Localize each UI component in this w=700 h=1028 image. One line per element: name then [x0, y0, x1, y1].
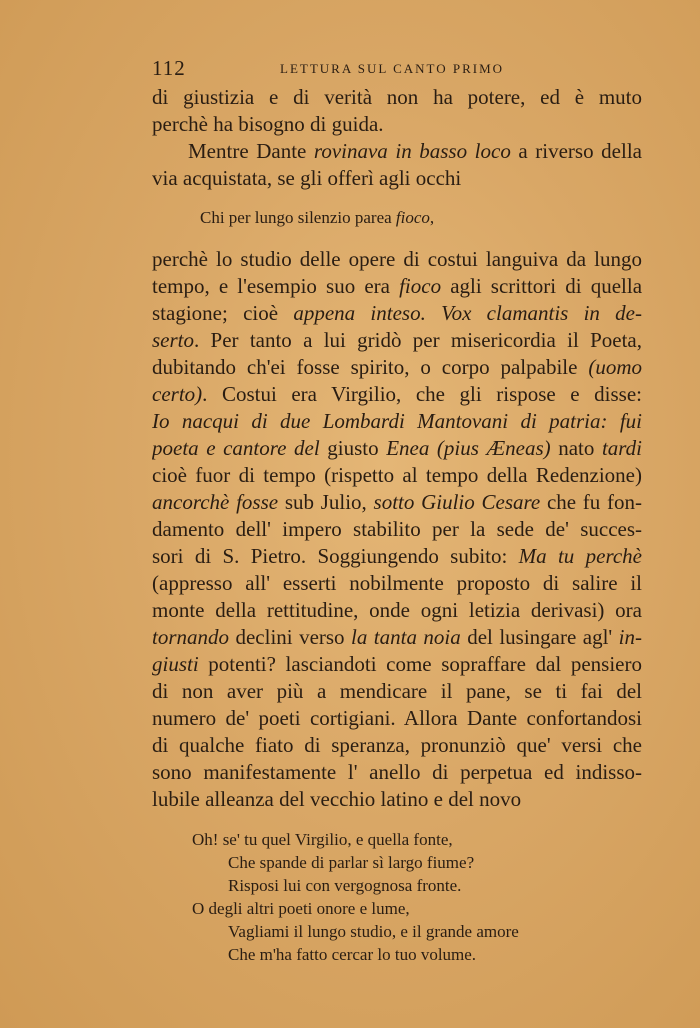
- italic-run: Ma tu perchè: [518, 544, 642, 568]
- text-line: [152, 327, 642, 354]
- page-number: 112: [152, 56, 186, 80]
- text-line: via acquistata, se gli offerì agli occhi: [152, 166, 462, 190]
- text-run: dubitando ch'ei fosse spirito, o corpo palpabile: [152, 355, 589, 379]
- paragraph-opening: [152, 84, 642, 192]
- text-run: Mentre Dante: [188, 139, 314, 163]
- page-header: [152, 56, 642, 82]
- text-line: perchè lo studio delle opere di costui languiva da lungo: [152, 247, 642, 271]
- text-line: [152, 273, 642, 300]
- poem-line: Oh! se' tu quel Virgilio, e quella fonte,: [192, 830, 453, 849]
- text-line: [152, 651, 642, 678]
- text-line: perchè ha bisogno di guida.: [152, 112, 384, 136]
- text-line: [152, 381, 642, 408]
- italic-run: la tanta noia: [351, 625, 461, 649]
- text-run: che fu fon-: [540, 490, 642, 514]
- text-run: nato: [550, 436, 602, 460]
- text-line: [152, 543, 642, 570]
- italic-run: tardi: [601, 436, 642, 460]
- text-run: ,: [429, 208, 435, 227]
- text-line: di giustizia e di verità non ha potere, ed è muto: [152, 85, 642, 109]
- italic-run: Enea (pius Æneas): [386, 436, 551, 460]
- text-line: numero de' poeti cortigiani. Allora Dante confortandosi: [152, 706, 642, 730]
- text-line: damento dell' impero stabilito per la sede de' succes-: [152, 517, 642, 541]
- text-run: a riverso della: [510, 139, 642, 163]
- italic-run: poeta e cantore del: [152, 436, 320, 460]
- running-title: LETTURA SUL CANTO PRIMO: [280, 61, 505, 76]
- text-line: di non aver più a mendicare il pane, se ti fai del: [152, 679, 642, 703]
- text-line: (appresso all' esserti nobilmente proposto di salire il: [152, 571, 642, 595]
- text-line: [152, 489, 642, 516]
- italic-run: ancorchè fosse: [152, 490, 279, 514]
- text-line: lubile alleanza del vecchio latino e del novo: [152, 787, 522, 811]
- text-line: [152, 408, 642, 435]
- text-line: cioè fuor di tempo (rispetto al tempo della Redenzione): [152, 463, 642, 487]
- text-run: . Costui era Virgilio, che gli rispose e disse:: [202, 382, 642, 406]
- text-run: tempo, e l'esempio suo era: [152, 274, 400, 298]
- quoted-verse: [200, 208, 434, 228]
- text-line: [152, 354, 642, 381]
- text-run: sub Julio,: [278, 490, 374, 514]
- poem-line: Vagliami il lungo studio, e il grande amore: [228, 922, 519, 941]
- italic-run: (uomo: [588, 355, 642, 379]
- italic-run: fioco: [399, 274, 442, 298]
- text-line: [152, 138, 642, 165]
- italic-run: fioco: [395, 208, 430, 227]
- poem-line: Che spande di parlar sì largo fiume?: [228, 853, 475, 872]
- text-run: giusto: [319, 436, 387, 460]
- italic-run: in-: [618, 625, 642, 649]
- italic-run: rovinava in basso loco: [313, 139, 511, 163]
- text-run: stagione; cioè: [152, 301, 294, 325]
- italic-run: tornando: [152, 625, 230, 649]
- italic-run: giusti: [152, 652, 199, 676]
- italic-run: Io nacqui di due Lombardi Mantovani di patria: fui: [152, 409, 642, 433]
- poem-line: Che m'ha fatto cercar lo tuo volume.: [228, 945, 477, 964]
- text-line: [152, 624, 642, 651]
- text-run: agli scrittori di quella: [441, 274, 642, 298]
- poem-line: Risposi lui con vergognosa fronte.: [228, 876, 462, 895]
- italic-run: serto: [152, 328, 194, 352]
- italic-run: sotto Giulio Cesare: [373, 490, 541, 514]
- text-run: sori di S. Pietro. Soggiungendo subito:: [152, 544, 519, 568]
- text-run: potenti? lasciandoti come sopraffare dal pensiero: [198, 652, 642, 676]
- text-run: Chi per lungo silenzio parea: [200, 208, 396, 227]
- text-line: di qualche fiato di speranza, pronunziò que' versi che: [152, 733, 642, 757]
- italic-run: appena inteso. Vox clamantis in de-: [293, 301, 642, 325]
- text-line: sono manifestamente l' anello di perpetua ed indisso-: [152, 760, 642, 784]
- text-line: [152, 435, 642, 462]
- poem-line: O degli altri poeti onore e lume,: [192, 899, 410, 918]
- text-run: declini verso: [229, 625, 352, 649]
- poem-stanza: [192, 828, 519, 966]
- text-run: del lusingare agl': [460, 625, 619, 649]
- text-run: . Per tanto a lui gridò per misericordia il Poeta,: [194, 328, 642, 352]
- text-line: [152, 300, 642, 327]
- text-line: monte della rettitudine, onde ogni letizia derivasi) ora: [152, 598, 642, 622]
- paragraph-main: [152, 246, 642, 813]
- italic-run: certo): [152, 382, 203, 406]
